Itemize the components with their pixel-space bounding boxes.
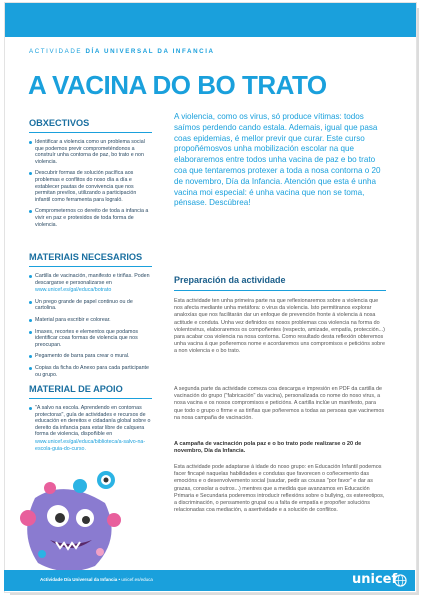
objective-item: Comprometernos co dereito de toda a infancia a vivir en paz e protexidos de toda forma de violencia.: [29, 208, 152, 228]
material-item: Pegamento de barra para crear o mural.: [29, 353, 152, 360]
materials-rule: [29, 266, 152, 267]
page-title: A VACINA DO BO TRATO: [28, 70, 327, 100]
material-item: Un prego grande de papel continuo ou de cartolina.: [29, 299, 152, 312]
preparation-paragraph-2: A segunda parte da actividade comeza coa descarga e impresión en PDF da cartilla de vacinación do grupo ("fabricación" da vacina), personalizada co nome do noso virus, a nosa vacina e os nosos compromisos e peticións. A cartilla inclúe un manifesto, para que todo o grupo o firme e as tiriñas que poñeremos a todas as persoas que vacinemos na nosa campaña de vacinación.: [174, 386, 385, 421]
objective-item: Descubrir formas de solución pacífica aos problemas e conflitos do noso día a día e establecer pautas de convivencia que nos permitan previlos, utilizando a participación infantil como ferramenta para lograló.: [29, 170, 152, 203]
objectives-rule: [29, 132, 152, 133]
intro-paragraph: A violencia, como os virus, só produce vítimas: todos saímos perdendo cando estala. Ademais, igual que pasa coas epidemias, é mellor previr que curar. Este curso propoñémosvos unha mobilización escolar na que elaboraremos entre todos unha vacina de paz e bo trato coa que tentaremos protexer a toda a nosa contorna o 20 de novembro, Día da Infancia. Atención que esta é unha vacina moi especial: é unha vacina que non se toma, pénsase. Descúbrea!: [174, 112, 381, 208]
activity-kicker: [29, 48, 215, 55]
materials-link[interactable]: www.unicef.es/gal/educa/botrato: [35, 287, 112, 294]
support-heading: MATERIAL DE APOIO: [29, 384, 123, 394]
objectives-heading: OBXECTIVOS: [29, 118, 90, 128]
objectives-section: [29, 118, 152, 233]
virus-monster-illustration: [10, 458, 130, 578]
preparation-paragraph-1: Esta actividade ten unha primeira parte na que reflexionaremos sobre a violencia que nos afecta mediante unha metáfora: o virus da violencia. Isto permitiranos explorar analoxías que nos facilitarán dar un enfoque de prevención fronte á violencia á nosa actitude e conduta. Unha vez definidos os nosos problemas coa violencia na forma do violentovirus, elaboraremos os compoñentes (respecto, amizade, empatía, protección...) para acabar coa violencia na nosa contorna. Como resultado desta reflexión obteremos unha vacina á que poñeremos nome e acordaremos uns compromisos e peticións sobre a non violencia e o bo trato.: [174, 298, 385, 355]
material-item: Copias da ficha do Anexo para cada participante ou grupo.: [29, 365, 152, 378]
material-item: Cartilla de vacinación, manifesto e tiriñas. Poden descargarse e personalizarse en: [29, 273, 152, 286]
kicker-highlight: DÍA UNIVERSAL DA INFANCIA: [85, 48, 215, 55]
objective-item: Identificar a violencia como un problema social que podemos previr comprometéndonos a construír unha contorna de paz, bo trato e non violencia.: [29, 139, 152, 165]
material-item: Material para escribir e colorear.: [29, 317, 152, 324]
support-link[interactable]: www.unicef.es/gal/educa/biblioteca/a-salvo-na-escola-guia-do-curso.: [35, 438, 146, 452]
kicker-prefix: ACTIVIDADE: [29, 48, 83, 55]
unicef-logo: unicef: [352, 572, 398, 587]
top-color-band: [5, 3, 416, 37]
support-text: "A salvo na escola. Aprendendo en contornas protectoras", guía de actividades e recursos de educación en dereitos e cidadanía global sobre o dereito da infancia para estar libre de calquera forma de violencia, dispoñible en: [29, 405, 152, 438]
preparation-paragraph-3: Esta actividade pode adaptarse á idade do noso grupo: en Educación Infantil podemos facer fincapé naquelas habilidades e condutas que favorecen o coñecemento das emocións e o desenvolvemento social (saudar, pedir as cousas "por favor" e dar as grazas, consolar a outros...) mentres que a medida que avanzamos en Educación Primaria e Secundaria poderemos introducir reflexións sobre o bullying, os estereotipos, a discriminación, o pensamento grupal ou a falta de empatía e propoñer solucións relacionadas coa mediación, a asertividade e a solución de conflitos.: [174, 464, 385, 514]
footer-activity-name: Actividade Día Universal da Infancia: [40, 577, 118, 582]
support-section: [29, 384, 152, 452]
material-item: Imaxes, recortes e elementos que podamos identificar coas formas de violencia que nos preocupan.: [29, 329, 152, 349]
footer-site[interactable]: unicef.es/educa: [121, 577, 153, 582]
materials-heading: MATERIAIS NECESARIOS: [29, 252, 143, 262]
support-rule: [29, 398, 152, 399]
preparation-rule: [174, 290, 386, 291]
preparation-heading: Preparación da actividade: [174, 275, 286, 285]
materials-section: [29, 252, 152, 383]
campaign-date-note: A campaña de vacinación pola paz e o bo trato pode realizarse o 20 de novembro, Día da Infancia.: [174, 441, 362, 455]
footer-separator: •: [118, 577, 122, 582]
